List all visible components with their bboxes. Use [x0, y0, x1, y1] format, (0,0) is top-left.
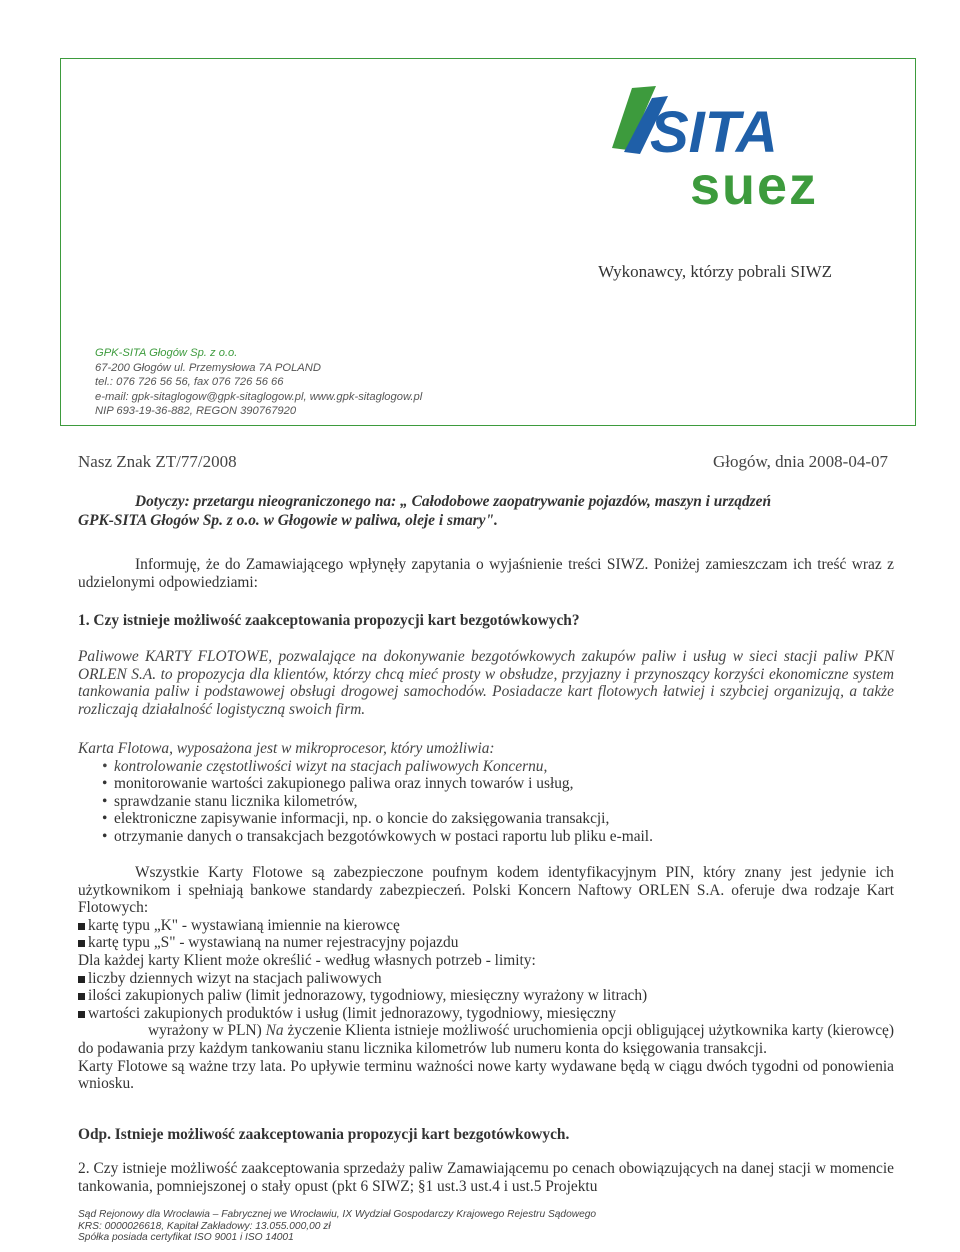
all-cards-text: Wszystkie Karty Flotowe są zabezpieczone poufnym kodem identyfikacyjnym PIN, który znany jest jedynie ich użytkownikom i spełniają bankowe standardy zabezpieczeń. Polski Koncern Naftowy ORLEN S.A. oferuje dwa rodzaje Kart Flotowych: [78, 864, 894, 917]
company-email: e-mail: gpk-sitaglogow@gpk-sitaglogow.pl, www.gpk-sitaglogow.pl [95, 390, 423, 403]
footer-line-1: Sąd Rejonowy dla Wrocławia – Fabrycznej we Wrocławiu, IX Wydział Gospodarczy Krajowego Rejestru Sądowego [78, 1209, 597, 1220]
company-info [95, 346, 422, 419]
pin-option: wyrażony w PLN) Na życzenie Klienta istnieje możliwość uruchomienia opcji obligującej użytkownika karty (kierowcę) do podawania przy każdym tankowaniu stanu licznika kilometrów lub numeru konta do księgowania transakcji. [78, 1022, 894, 1057]
karta-features-list [78, 758, 894, 846]
sita-suez-logo [594, 78, 904, 210]
square-bullet-icon [78, 976, 85, 983]
logo-suez-text: suez [690, 156, 819, 210]
square-bullet-icon [78, 940, 85, 947]
list-item: • otrzymanie danych o transakcjach bezgotówkowych w postaci raportu lub pliku e-mail. [78, 828, 894, 846]
logo-sita-text: SITA [650, 100, 778, 165]
question-2: 2. Czy istnieje możliwość zaakceptowania sprzedaży paliw Zamawiającemu po cenach obowiązujących na danej stacji w momencie tankowania, pomniejszonej o stały opust (pkt 6 SIWZ; §1 ust.3 ust.4 i ust.5 Projektu [78, 1160, 894, 1195]
subject-line-1: Dotyczy: przetargu nieograniczonego na: „ Całodobowe zaopatrywanie pojazdów, maszyn i urządzeń [135, 493, 772, 510]
square-bullet-icon [78, 993, 85, 1000]
list-item: • sprawdzanie stanu licznika kilometrów, [78, 793, 894, 811]
karta-lead: Karta Flotowa, wyposażona jest w mikroprocesor, który umożliwia: [78, 740, 495, 757]
list-item: • elektroniczne zapisywanie informacji, np. o koncie do zaksięgowania transakcji, [78, 810, 894, 828]
company-ids: NIP 693-19-36-882, REGON 390767920 [95, 405, 297, 418]
limit-3: wartości zakupionych produktów i usług (limit jednorazowy, tygodniowy, miesięczny [78, 1005, 894, 1023]
list-item: • kontrolowanie częstotliwości wizyt na stacjach paliwowych Koncernu, [78, 758, 894, 776]
intro-paragraph: Informuję, że do Zamawiającego wpłynęły zapytania o wyjaśnienie treści SIWZ. Poniżej zamieszczam ich treść wraz z udzielonymi odpowiedziami: [78, 556, 894, 591]
subject [78, 492, 894, 530]
card-type-s: kartę typu „S" - wystawianą na numer rejestracyjny pojazdu [78, 934, 894, 952]
company-name: GPK-SITA Głogów Sp. z o.o. [95, 347, 238, 359]
limit-2: ilości zakupionych paliw (limit jednorazowy, tygodniowy, miesięczny wyrażony w litrach) [78, 987, 894, 1005]
limit-1: liczby dziennych wizyt na stacjach paliwowych [78, 970, 894, 988]
all-cards-section [78, 864, 894, 1093]
answer-1: Odp. Istnieje możliwość zaakceptowania propozycji kart bezgotówkowych. [78, 1126, 570, 1143]
footer-line-2: KRS: 0000026618, Kapitał Zakładowy: 13.055.000,00 zł [78, 1220, 331, 1232]
reference-sign: Nasz Znak ZT/77/2008 [78, 452, 237, 471]
square-bullet-icon [78, 1011, 85, 1018]
company-address: 67-200 Głogów ul. Przemysłowa 7A POLAND [95, 361, 321, 374]
question-1: 1. Czy istnieje możliwość zaakceptowania propozycji kart bezgotówkowych? [78, 612, 580, 629]
question-1-body: Paliwowe KARTY FLOTOWE, pozwalające na dokonywanie bezgotówkowych zakupów paliw i usług w sieci stacji paliw PKN ORLEN S.A. to propozycja dla klientów, którzy chcą mieć prosty w obsłudze, przyjazny i przynoszący korzyści ekonomiczne system tankowania paliw i podstawowej obsługi drogowej samochodów. Posiadacze kart flotowych łatwiej i szybciej organizują, a także rozliczają działalność logistyczną swoich firm. [78, 648, 894, 718]
footer-line-3: Spółka posiada certyfikat ISO 9001 i ISO 14001 [78, 1232, 294, 1243]
card-type-k: kartę typu „K" - wystawianą imiennie na kierowcę [78, 917, 894, 935]
limits-lead: Dla każdej karty Klient może określić - według własnych potrzeb - limity: [78, 951, 536, 969]
square-bullet-icon [78, 923, 85, 930]
validity: Karty Flotowe są ważne trzy lata. Po upływie terminu ważności nowe karty wydawane będą w ciągu dwóch tygodni od ponowienia wniosku. [78, 1057, 894, 1093]
place-date: Głogów, dnia 2008-04-07 [712, 452, 888, 471]
addressee: Wykonawcy, którzy pobrali SIWZ [598, 262, 832, 281]
footer [78, 1209, 596, 1244]
karta-section [78, 740, 894, 846]
subject-line-2: GPK-SITA Głogów Sp. z o.o. w Głogowie w paliwa, oleje i smary". [78, 512, 498, 529]
company-phone: tel.: 076 726 56 56, fax 076 726 56 66 [95, 376, 284, 389]
list-item: • monitorowanie wartości zakupionego paliwa oraz innych towarów i usług, [78, 775, 894, 793]
